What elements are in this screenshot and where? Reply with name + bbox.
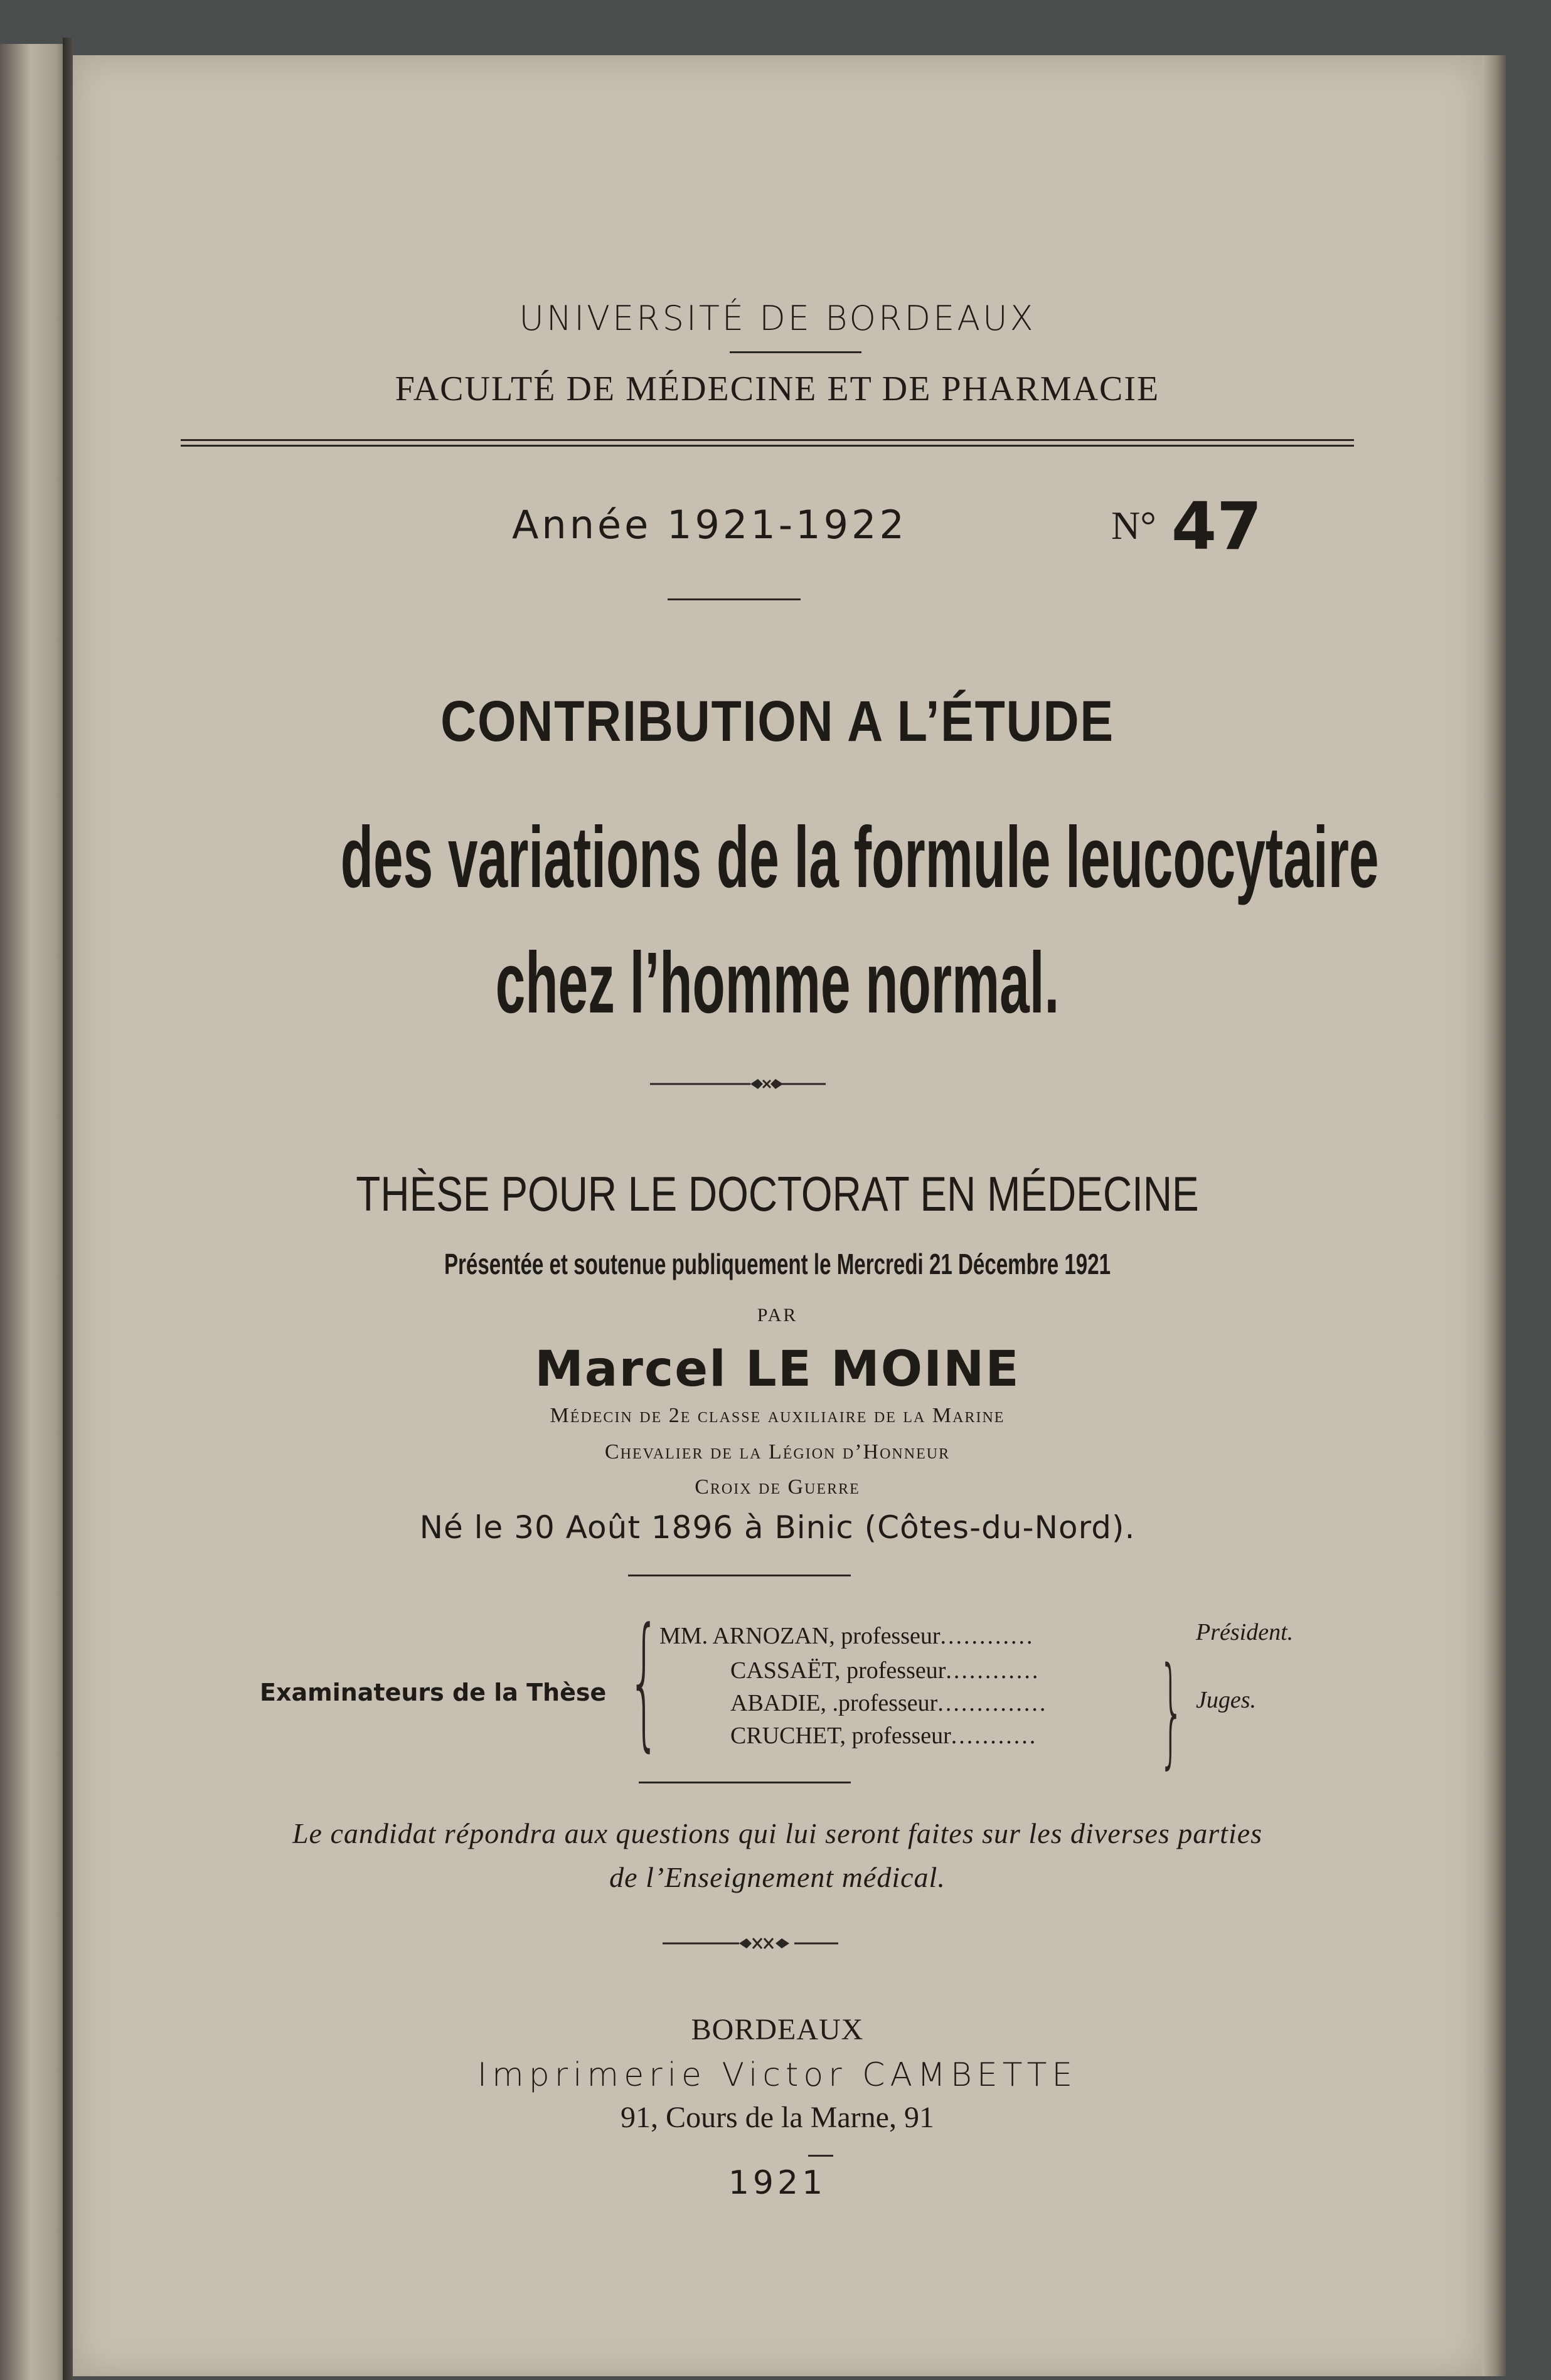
double-divider — [181, 439, 1354, 447]
divider-short — [730, 351, 861, 353]
imprint-address: 91, Cours de la Marne, 91 — [621, 2101, 934, 2134]
thesis-number — [1111, 488, 1262, 565]
author-title-2: Chevalier de la Légion d’Honneur — [604, 1440, 951, 1464]
leader-dots: ............ — [946, 1657, 1040, 1684]
examiner-row — [730, 1722, 1037, 1750]
left-brace: { — [628, 1598, 661, 1765]
divider-short — [639, 1782, 851, 1783]
examiner-prefix: MM. — [659, 1623, 708, 1649]
judges-label: Juges. — [1196, 1687, 1257, 1713]
title-line-2: des variations de la formule leucocytaire — [340, 809, 1379, 906]
by-label: PAR — [757, 1305, 798, 1325]
examiner-row — [730, 1657, 1040, 1684]
notice-line-1: Le candidat répondra aux questions qui lui seront faites sur les diverses parties — [292, 1817, 1263, 1849]
right-brace: } — [1158, 1642, 1185, 1780]
author-title-3: Croix de Guerre — [695, 1475, 860, 1499]
ornament-divider — [73, 1931, 1482, 1956]
title-line-1: CONTRIBUTION A L’ÉTUDE — [440, 689, 1114, 753]
examiner-row — [730, 1689, 1047, 1717]
number-value: 47 — [1171, 488, 1262, 565]
presentation-date: Présentée et soutenue publiquement le Mercredi 21 Décembre 1921 — [444, 1248, 1111, 1280]
imprint-city: BORDEAUX — [691, 2013, 864, 2046]
divider-short — [808, 2155, 833, 2157]
faculty-name: FACULTÉ DE MÉDECINE ET DE PHARMACIE — [395, 369, 1160, 408]
number-prefix: N° — [1111, 503, 1156, 548]
thesis-type: THÈSE POUR LE DOCTORAT EN MÉDECINE — [356, 1166, 1199, 1221]
examiner-name: ARNOZAN, professeur — [712, 1623, 941, 1649]
leader-dots: ........... — [951, 1723, 1038, 1749]
leader-dots: ............ — [940, 1623, 1035, 1649]
author-birth: Né le 30 Août 1896 à Binic (Côtes-du-Nord). — [419, 1509, 1136, 1546]
divider-short — [668, 598, 801, 600]
divider-short — [628, 1575, 851, 1576]
page-edge — [1482, 55, 1506, 2376]
university-name: UNIVERSITÉ DE BORDEAUX — [519, 299, 1036, 338]
notice-line-2: de l’Enseignement médical. — [609, 1861, 946, 1893]
examiner-name: ABADIE, .professeur — [730, 1690, 938, 1716]
examiner-name: CASSAËT, professeur — [730, 1657, 946, 1684]
imprint-year: 1921 — [728, 2164, 827, 2202]
title-line-3: chez l’homme normal. — [495, 935, 1060, 1031]
president-label: Président. — [1196, 1619, 1294, 1645]
author-title-1: Médecin de 2e classe auxiliaire de la Marine — [550, 1404, 1005, 1427]
imprint-printer: Imprimerie Victor CAMBETTE — [477, 2056, 1078, 2094]
author-name: Marcel LE MOINE — [535, 1341, 1020, 1398]
examiner-row — [659, 1622, 1035, 1650]
examiners-label: Examinateurs de la Thèse — [260, 1679, 607, 1706]
academic-year: Année 1921-1922 — [512, 502, 907, 548]
ornament-divider — [73, 1071, 1482, 1097]
left-facing-page — [0, 44, 69, 2380]
leader-dots: .............. — [937, 1690, 1048, 1716]
title-page — [73, 55, 1482, 2376]
examiner-name: CRUCHET, professeur — [730, 1723, 951, 1749]
